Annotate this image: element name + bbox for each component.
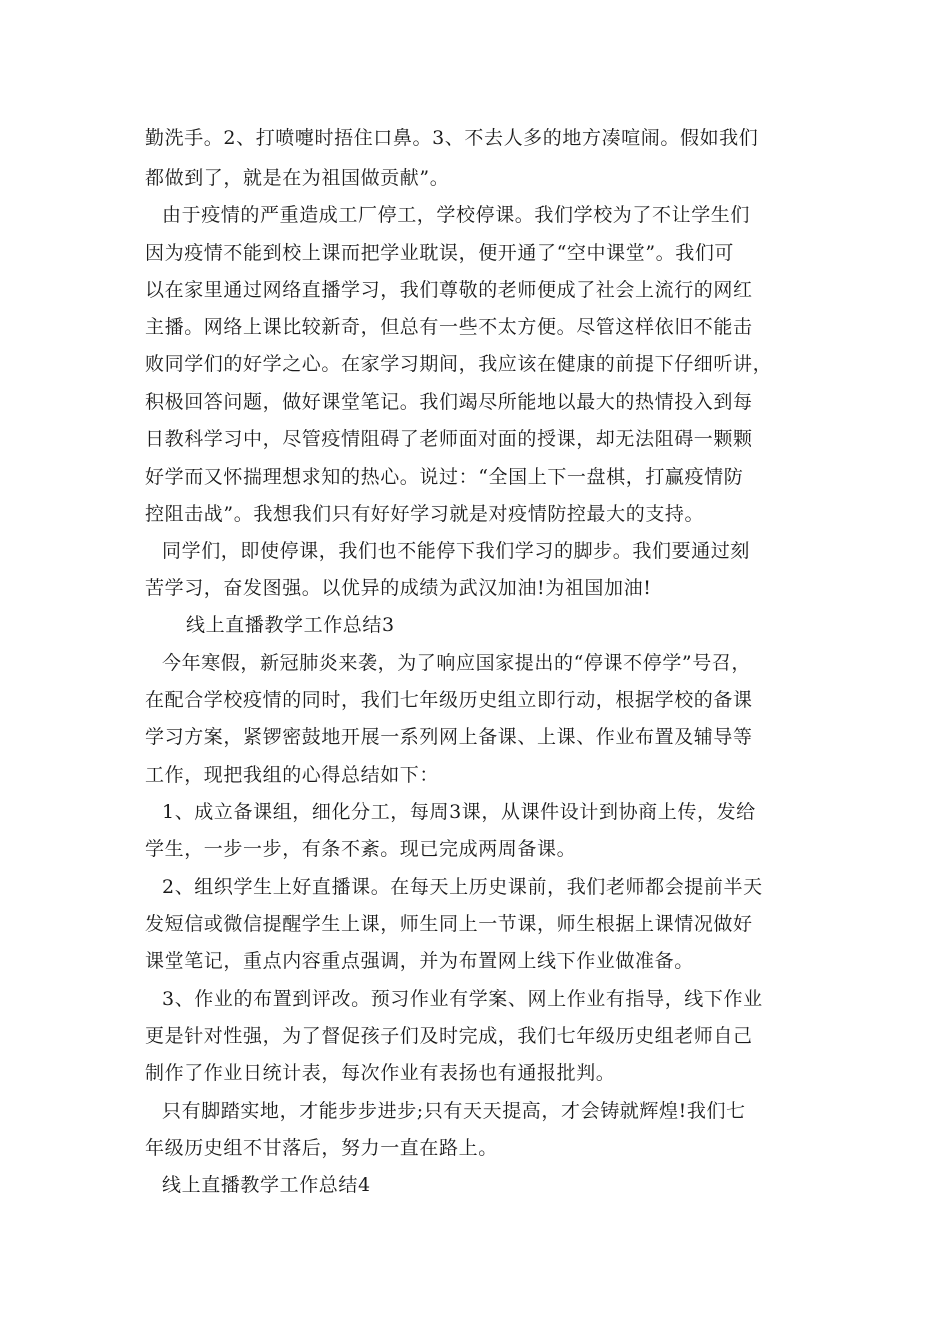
text-line: 2、组织学生上好直播课。在每天上历史课前，我们老师都会提前半天	[162, 876, 763, 898]
text-line: 1、成立备课组，细化分工，每周3课，从课件设计到协商上传，发给	[162, 801, 756, 823]
text-line: 学习方案，紧锣密鼓地开展一系列网上备课、上课、作业布置及辅导等	[145, 726, 753, 748]
text-line: 日教科学习中，尽管疫情阻碍了老师面对面的授课，却无法阻碍一颗颗	[145, 428, 753, 450]
text-line: 只有脚踏实地，才能步步进步;只有天天提高，才会铸就辉煌!我们七	[162, 1100, 746, 1122]
text-line: 年级历史组不甘落后，努力一直在路上。	[145, 1137, 498, 1159]
section-heading: 线上直播教学工作总结3	[186, 614, 395, 636]
text-line: 更是针对性强，为了督促孩子们及时完成，我们七年级历史组老师自己	[145, 1025, 753, 1047]
text-line: 学生，一步一步，有条不紊。现已完成两周备课。	[145, 838, 577, 860]
text-line: 苦学习，奋发图强。以优异的成绩为武汉加油!为祖国加油!	[145, 577, 652, 599]
text-line: 因为疫情不能到校上课而把学业耽误，便开通了“空中课堂”。我们可	[145, 242, 735, 264]
text-line: 工作，现把我组的心得总结如下：	[145, 764, 440, 786]
section-heading: 线上直播教学工作总结4	[162, 1174, 371, 1196]
text-line: 同学们，即使停课，我们也不能停下我们学习的脚步。我们要通过刻	[162, 540, 751, 562]
text-line: 都做到了，就是在为祖国做贡献”。	[145, 167, 450, 189]
text-line: 今年寒假，新冠肺炎来袭，为了响应国家提出的“停课不停学”号召，	[162, 652, 752, 674]
text-line: 主播。网络上课比较新奇，但总有一些不太方便。尽管这样依旧不能击	[145, 316, 753, 338]
text-line: 制作了作业日统计表，每次作业有表扬也有通报批判。	[145, 1062, 616, 1084]
text-line: 败同学们的好学之心。在家学习期间，我应该在健康的前提下仔细听讲，	[145, 353, 773, 375]
text-line: 由于疫情的严重造成工厂停工，学校停课。我们学校为了不让学生们	[162, 204, 751, 226]
text-line: 3、作业的布置到评改。预习作业有学案、网上作业有指导，线下作业	[162, 988, 763, 1010]
text-line: 积极回答问题，做好课堂笔记。我们竭尽所能地以最大的热情投入到每	[145, 391, 753, 413]
text-line: 课堂笔记，重点内容重点强调，并为布置网上线下作业做准备。	[145, 950, 694, 972]
text-line: 在配合学校疫情的同时，我们七年级历史组立即行动，根据学校的备课	[145, 689, 753, 711]
text-line: 发短信或微信提醒学生上课，师生同上一节课，师生根据上课情况做好	[145, 913, 753, 935]
text-line: 控阻击战”。我想我们只有好好学习就是对疫情防控最大的支持。	[145, 503, 705, 525]
text-line: 以在家里通过网络直播学习，我们尊敬的老师便成了社会上流行的网红	[145, 279, 753, 301]
text-line: 勤洗手。2、打喷嚏时捂住口鼻。3、不去人多的地方凑喧闹。假如我们	[145, 127, 759, 149]
text-line: 好学而又怀揣理想求知的热心。说过：“全国上下一盘棋，打赢疫情防	[145, 466, 744, 488]
